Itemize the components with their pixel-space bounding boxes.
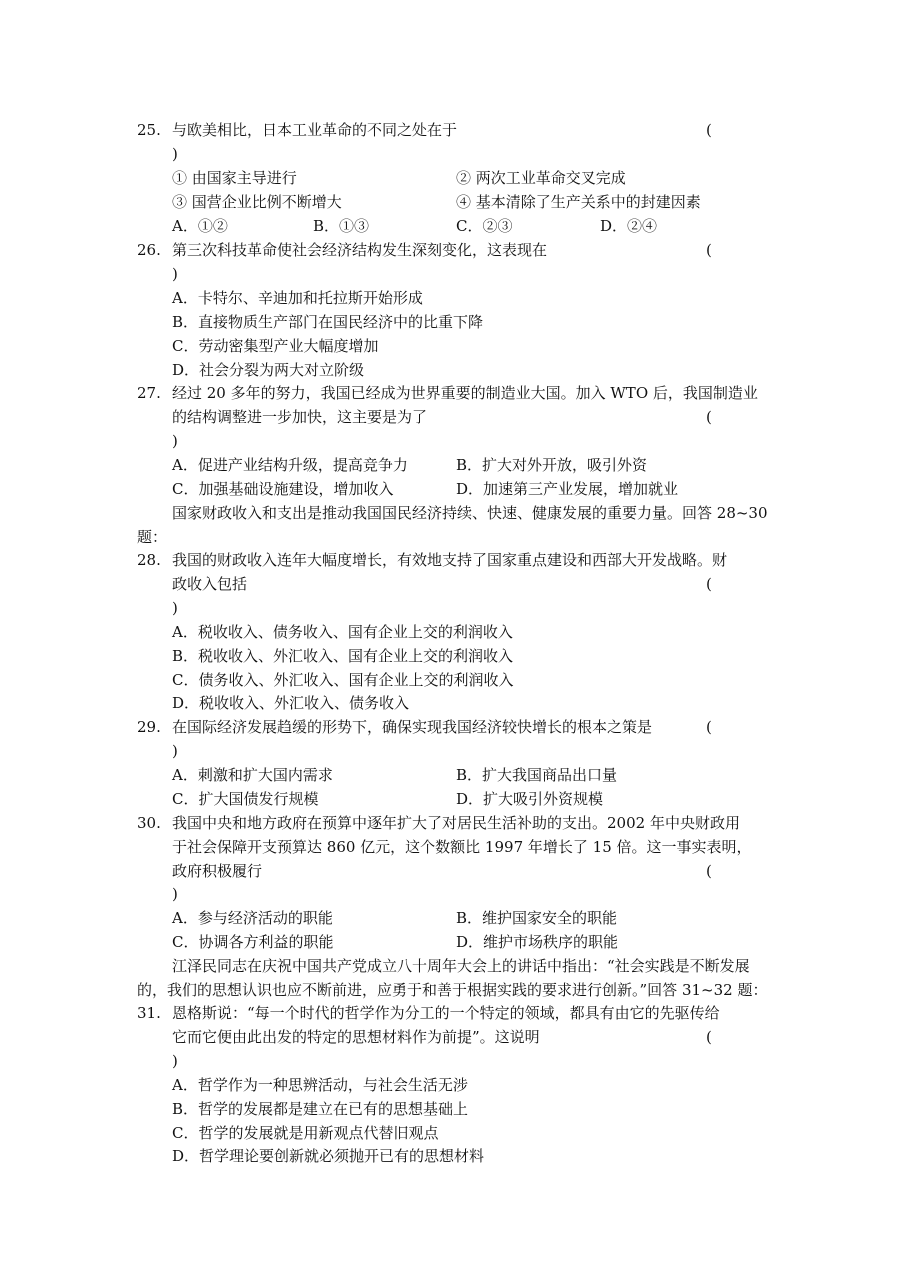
q28-option-c: C．债务收入、外汇收入、国有企业上交的利润收入 bbox=[172, 671, 514, 689]
q28-option-a: A．税收收入、债务收入、国有企业上交的利润收入 bbox=[172, 623, 513, 641]
q27-option-c: C．加强基础设施建设，增加收入 bbox=[172, 480, 394, 498]
intro-28-30-line2: 题： bbox=[137, 528, 168, 546]
q25-paren-close: ) bbox=[172, 145, 178, 163]
q30-paren-open: ( bbox=[706, 862, 712, 880]
intro-28-30-line1: 国家财政收入和支出是推动我国国民经济持续、快速、健康发展的重要力量。回答 28~30 bbox=[172, 504, 768, 522]
q25-item-3: ③ 国营企业比例不断增大 bbox=[172, 193, 342, 211]
q31-number: 31. bbox=[137, 1004, 161, 1022]
q28-paren-open: ( bbox=[706, 575, 712, 593]
q29-option-c: C．扩大国债发行规模 bbox=[172, 790, 319, 808]
q25-stem: 与欧美相比，日本工业革命的不同之处在于 bbox=[172, 121, 458, 139]
q25-option-a: A．①② bbox=[172, 217, 228, 235]
q25-number: 25. bbox=[137, 121, 161, 139]
q25-item-1: ① 由国家主导进行 bbox=[172, 169, 297, 187]
q25-paren-open: ( bbox=[706, 121, 712, 139]
intro-31-32-line2: 的，我们的思想认识也应不断前进，应勇于和善于根据实践的要求进行创新。”回答 31~32 题： bbox=[137, 981, 768, 999]
intro-31-32-line1: 江泽民同志在庆祝中国共产党成立八十周年大会上的讲话中指出：“社会实践是不断发展 bbox=[172, 957, 750, 975]
q30-number: 30. bbox=[137, 814, 161, 832]
q27-stem-line1: 经过 20 多年的努力，我国已经成为世界重要的制造业大国。加入 WTO 后，我国制造业 bbox=[172, 384, 758, 402]
q26-stem: 第三次科技革命使社会经济结构发生深刻变化，这表现在 bbox=[172, 241, 548, 259]
q27-option-b: B．扩大对外开放，吸引外资 bbox=[456, 456, 648, 474]
q31-option-c: C．哲学的发展就是用新观点代替旧观点 bbox=[172, 1124, 439, 1142]
q29-paren-open: ( bbox=[706, 718, 712, 736]
q30-stem-line3: 政府积极履行 bbox=[172, 862, 263, 880]
q31-option-d: D．哲学理论要创新就必须抛开已有的思想材料 bbox=[172, 1147, 485, 1165]
q28-stem-line1: 我国的财政收入连年大幅度增长，有效地支持了国家重点建设和西部大开发战略。财 bbox=[172, 551, 728, 569]
q30-stem-line1: 我国中央和地方政府在预算中逐年扩大了对居民生活补助的支出。2002 年中央财政用 bbox=[172, 814, 740, 832]
q31-option-b: B．哲学的发展都是建立在已有的思想基础上 bbox=[172, 1100, 469, 1118]
q26-option-d: D．社会分裂为两大对立阶级 bbox=[172, 361, 365, 379]
q25-option-b: B．①③ bbox=[313, 217, 370, 235]
q26-option-b: B．直接物质生产部门在国民经济中的比重下降 bbox=[172, 313, 484, 331]
q27-number: 27. bbox=[137, 384, 161, 402]
q29-stem: 在国际经济发展趋缓的形势下，确保实现我国经济较快增长的根本之策是 bbox=[172, 718, 653, 736]
q27-paren-open: ( bbox=[706, 408, 712, 426]
q30-paren-close: ) bbox=[172, 885, 178, 903]
q26-number: 26. bbox=[137, 241, 161, 259]
q29-paren-close: ) bbox=[172, 742, 178, 760]
q29-option-d: D．扩大吸引外资规模 bbox=[456, 790, 604, 808]
q29-option-a: A．刺激和扩大国内需求 bbox=[172, 766, 333, 784]
q28-stem-line2: 政收入包括 bbox=[172, 575, 248, 593]
q25-item-2: ② 两次工业革命交叉完成 bbox=[456, 169, 626, 187]
q26-option-c: C．劳动密集型产业大幅度增加 bbox=[172, 337, 379, 355]
q31-stem-line2: 它而它便由此出发的特定的思想材料作为前提”。这说明 bbox=[172, 1028, 540, 1046]
q30-option-d: D．维护市场秩序的职能 bbox=[456, 933, 619, 951]
q27-paren-close: ) bbox=[172, 432, 178, 450]
q30-option-c: C．协调各方利益的职能 bbox=[172, 933, 334, 951]
q26-paren-close: ) bbox=[172, 265, 178, 283]
q31-paren-open: ( bbox=[706, 1028, 712, 1046]
q28-number: 28. bbox=[137, 551, 161, 569]
q27-option-a: A．促进产业结构升级，提高竞争力 bbox=[172, 456, 408, 474]
q26-option-a: A．卡特尔、辛迪加和托拉斯开始形成 bbox=[172, 289, 423, 307]
q25-option-c: C．②③ bbox=[456, 217, 513, 235]
q29-option-b: B．扩大我国商品出口量 bbox=[456, 766, 618, 784]
q31-paren-close: ) bbox=[172, 1052, 178, 1070]
q30-stem-line2: 于社会保障开支预算达 860 亿元，这个数额比 1997 年增长了 15 倍。这一事实表明， bbox=[172, 838, 752, 856]
q25-option-d: D．②④ bbox=[600, 217, 658, 235]
q30-option-b: B．维护国家安全的职能 bbox=[456, 909, 618, 927]
q31-stem-line1: 恩格斯说：“每一个时代的哲学作为分工的一个特定的领域，都具有由它的先驱传给 bbox=[172, 1004, 720, 1022]
q28-option-b: B．税收收入、外汇收入、国有企业上交的利润收入 bbox=[172, 647, 514, 665]
q26-paren-open: ( bbox=[706, 241, 712, 259]
q28-paren-close: ) bbox=[172, 599, 178, 617]
q30-option-a: A．参与经济活动的职能 bbox=[172, 909, 333, 927]
q29-number: 29. bbox=[137, 718, 161, 736]
q28-option-d: D．税收收入、外汇收入、债务收入 bbox=[172, 694, 410, 712]
q27-stem-line2: 的结构调整进一步加快，这主要是为了 bbox=[172, 408, 428, 426]
q25-item-4: ④ 基本清除了生产关系中的封建因素 bbox=[456, 193, 701, 211]
q31-option-a: A．哲学作为一种思辨活动，与社会生活无涉 bbox=[172, 1076, 468, 1094]
q27-option-d: D．加速第三产业发展，增加就业 bbox=[456, 480, 679, 498]
